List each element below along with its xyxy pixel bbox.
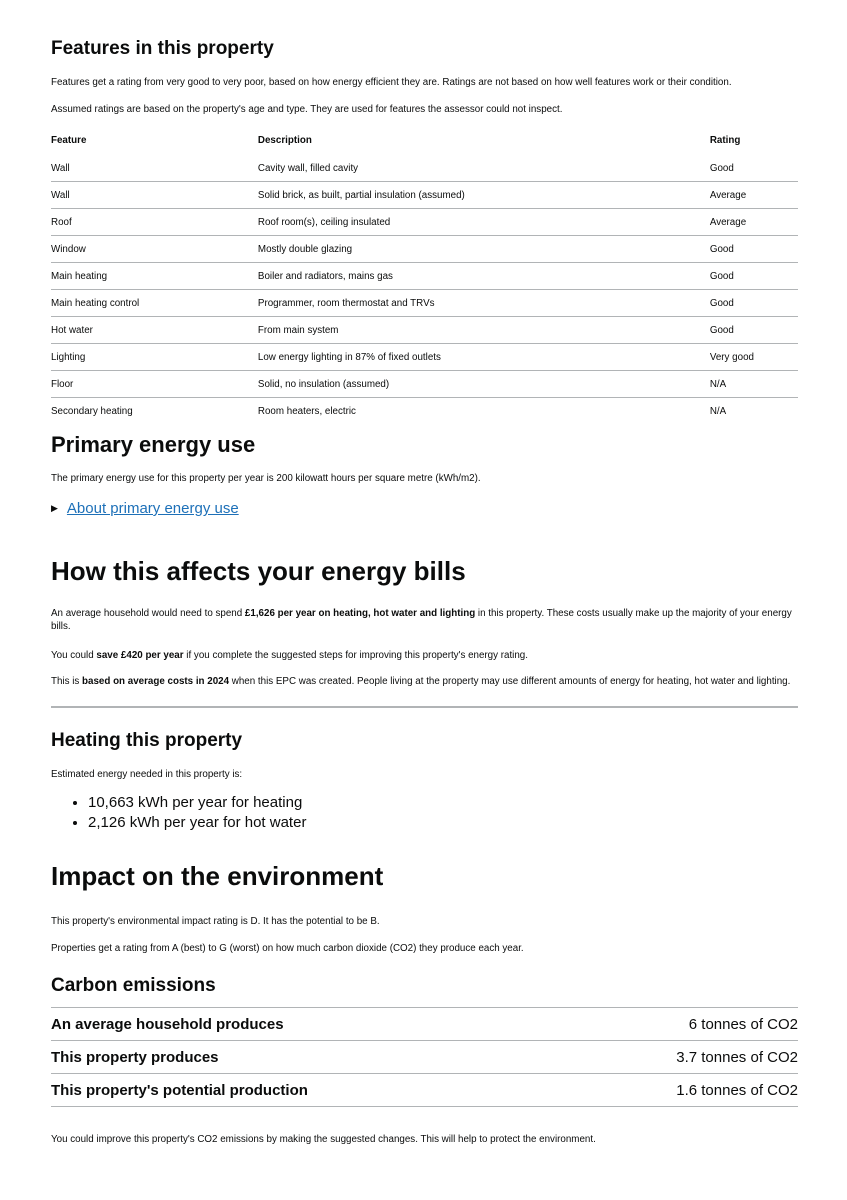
rating-cell: Average [710, 209, 798, 236]
features-intro-paragraph-2: Assumed ratings are based on the property's age and type. They are used for features the assessor could not inspect. [51, 104, 563, 115]
disclosure-triangle-icon: ▶ [51, 503, 58, 513]
energy-bills-heading: How this affects your energy bills [51, 556, 466, 586]
description-cell: Boiler and radiators, mains gas [258, 263, 710, 290]
rating-cell: Good [710, 155, 798, 182]
energy-bills-paragraph-1 [51, 607, 798, 633]
rating-cell: Good [710, 263, 798, 290]
heating-energy-list [51, 793, 798, 833]
carbon-emissions-section [51, 975, 798, 1146]
feature-cell: Lighting [51, 344, 258, 371]
carbon-row-value: 1.6 tonnes of CO2 [676, 1081, 798, 1099]
description-cell: From main system [258, 317, 710, 344]
column-header-description: Description [257, 135, 312, 146]
features-heading: Features in this property [51, 38, 274, 59]
text-run: This is [51, 676, 83, 687]
text-run: when this EPC was created. People living at the property may use different amounts of energy for heating, hot water and lighting. [229, 676, 791, 687]
description-cell: Mostly double glazing [258, 236, 710, 263]
text-run: You could [51, 650, 97, 661]
table-row [51, 236, 798, 263]
table-row [51, 155, 798, 182]
feature-cell: Secondary heating [51, 405, 133, 417]
table-row [51, 290, 798, 317]
energy-bills-paragraph-2 [51, 649, 798, 662]
saving-bold: save £420 per year [96, 650, 184, 661]
description-cell: Programmer, room thermostat and TRVs [258, 290, 710, 317]
feature-cell: Floor [51, 371, 258, 398]
heating-section [51, 730, 798, 833]
rating-cell: Good [710, 236, 798, 263]
table-row [51, 1040, 798, 1073]
rating-cell: Good [710, 290, 798, 317]
features-intro-paragraph-1: Features get a rating from very good to very poor, based on how energy efficient they are. Ratings are not based on how well features work or their condition. [51, 77, 732, 88]
about-primary-energy-link[interactable]: About primary energy use [66, 500, 239, 517]
feature-cell: Wall [51, 155, 258, 182]
text-run: in this property. These costs usually make up the majority of your energy bills. [51, 608, 792, 632]
features-section [51, 38, 798, 424]
description-cell: Cavity wall, filled cavity [258, 155, 710, 182]
table-row [51, 398, 798, 425]
environment-paragraph-2: Properties get a rating from A (best) to G (worst) on how much carbon dioxide (CO2) they produce each year. [51, 943, 524, 954]
table-row [51, 1007, 798, 1040]
rating-cell: Good [710, 317, 798, 344]
about-primary-energy-summary[interactable] [51, 499, 798, 518]
table-row [51, 344, 798, 371]
about-primary-energy-details [51, 499, 798, 518]
carbon-emissions-table [51, 1007, 798, 1107]
energy-bills-section [51, 556, 798, 708]
description-cell: Room heaters, electric [257, 405, 356, 417]
carbon-row-label: This property's potential production [51, 1081, 308, 1099]
text-run: An average household would need to spend [51, 608, 245, 619]
section-divider [51, 706, 798, 708]
list-item: • 2,126 kWh per year for hot water [88, 813, 798, 833]
table-row [51, 209, 798, 236]
annual-cost-bold: £1,626 per year on heating, hot water and lighting [244, 608, 476, 619]
feature-cell: Hot water [51, 317, 258, 344]
heating-intro-paragraph: Estimated energy needed in this property is: [51, 769, 243, 780]
description-cell: Solid brick, as built, partial insulation (assumed) [258, 182, 710, 209]
table-row [51, 317, 798, 344]
column-header-rating: Rating [709, 135, 741, 146]
primary-energy-heading: Primary energy use [51, 432, 256, 457]
rating-cell: Very good [710, 344, 798, 371]
rating-cell: N/A [709, 405, 727, 417]
column-header-feature: Feature [51, 135, 87, 146]
feature-cell: Wall [51, 182, 258, 209]
primary-energy-section [51, 432, 798, 518]
primary-energy-paragraph: The primary energy use for this property per year is 200 kilowatt hours per square metre (kWh/m2). [51, 473, 481, 484]
description-cell: Roof room(s), ceiling insulated [258, 209, 710, 236]
feature-cell: Main heating [51, 263, 258, 290]
costs-year-bold: based on average costs in 2024 [82, 676, 230, 687]
table-row [51, 263, 798, 290]
environment-paragraph-1: This property's environmental impact rating is D. It has the potential to be B. [51, 916, 380, 927]
environment-section [51, 861, 798, 955]
rating-cell: N/A [710, 371, 798, 398]
table-row [51, 1073, 798, 1106]
carbon-row-label: This property produces [51, 1048, 219, 1066]
carbon-emissions-heading: Carbon emissions [51, 975, 216, 996]
description-cell: Solid, no insulation (assumed) [258, 371, 710, 398]
features-table [51, 128, 798, 424]
description-cell: Low energy lighting in 87% of fixed outlets [258, 344, 710, 371]
rating-cell: Average [710, 182, 798, 209]
feature-cell: Window [51, 236, 258, 263]
table-row [51, 182, 798, 209]
feature-cell: Roof [51, 209, 258, 236]
carbon-row-label: An average household produces [51, 1015, 284, 1033]
table-row [51, 371, 798, 398]
feature-cell: Main heating control [51, 290, 258, 317]
carbon-footer-paragraph: You could improve this property's CO2 emissions by making the suggested changes. This will help to protect the environment. [51, 1134, 596, 1145]
carbon-row-value: 3.7 tonnes of CO2 [676, 1048, 798, 1066]
energy-bills-paragraph-3 [51, 675, 798, 688]
text-run: if you complete the suggested steps for improving this property's energy rating. [183, 650, 528, 661]
features-table-header-row [51, 128, 798, 155]
carbon-row-value: 6 tonnes of CO2 [688, 1015, 798, 1033]
environment-heading: Impact on the environment [51, 861, 384, 891]
heating-heading: Heating this property [51, 730, 243, 751]
list-item: • 10,663 kWh per year for heating [88, 793, 798, 813]
